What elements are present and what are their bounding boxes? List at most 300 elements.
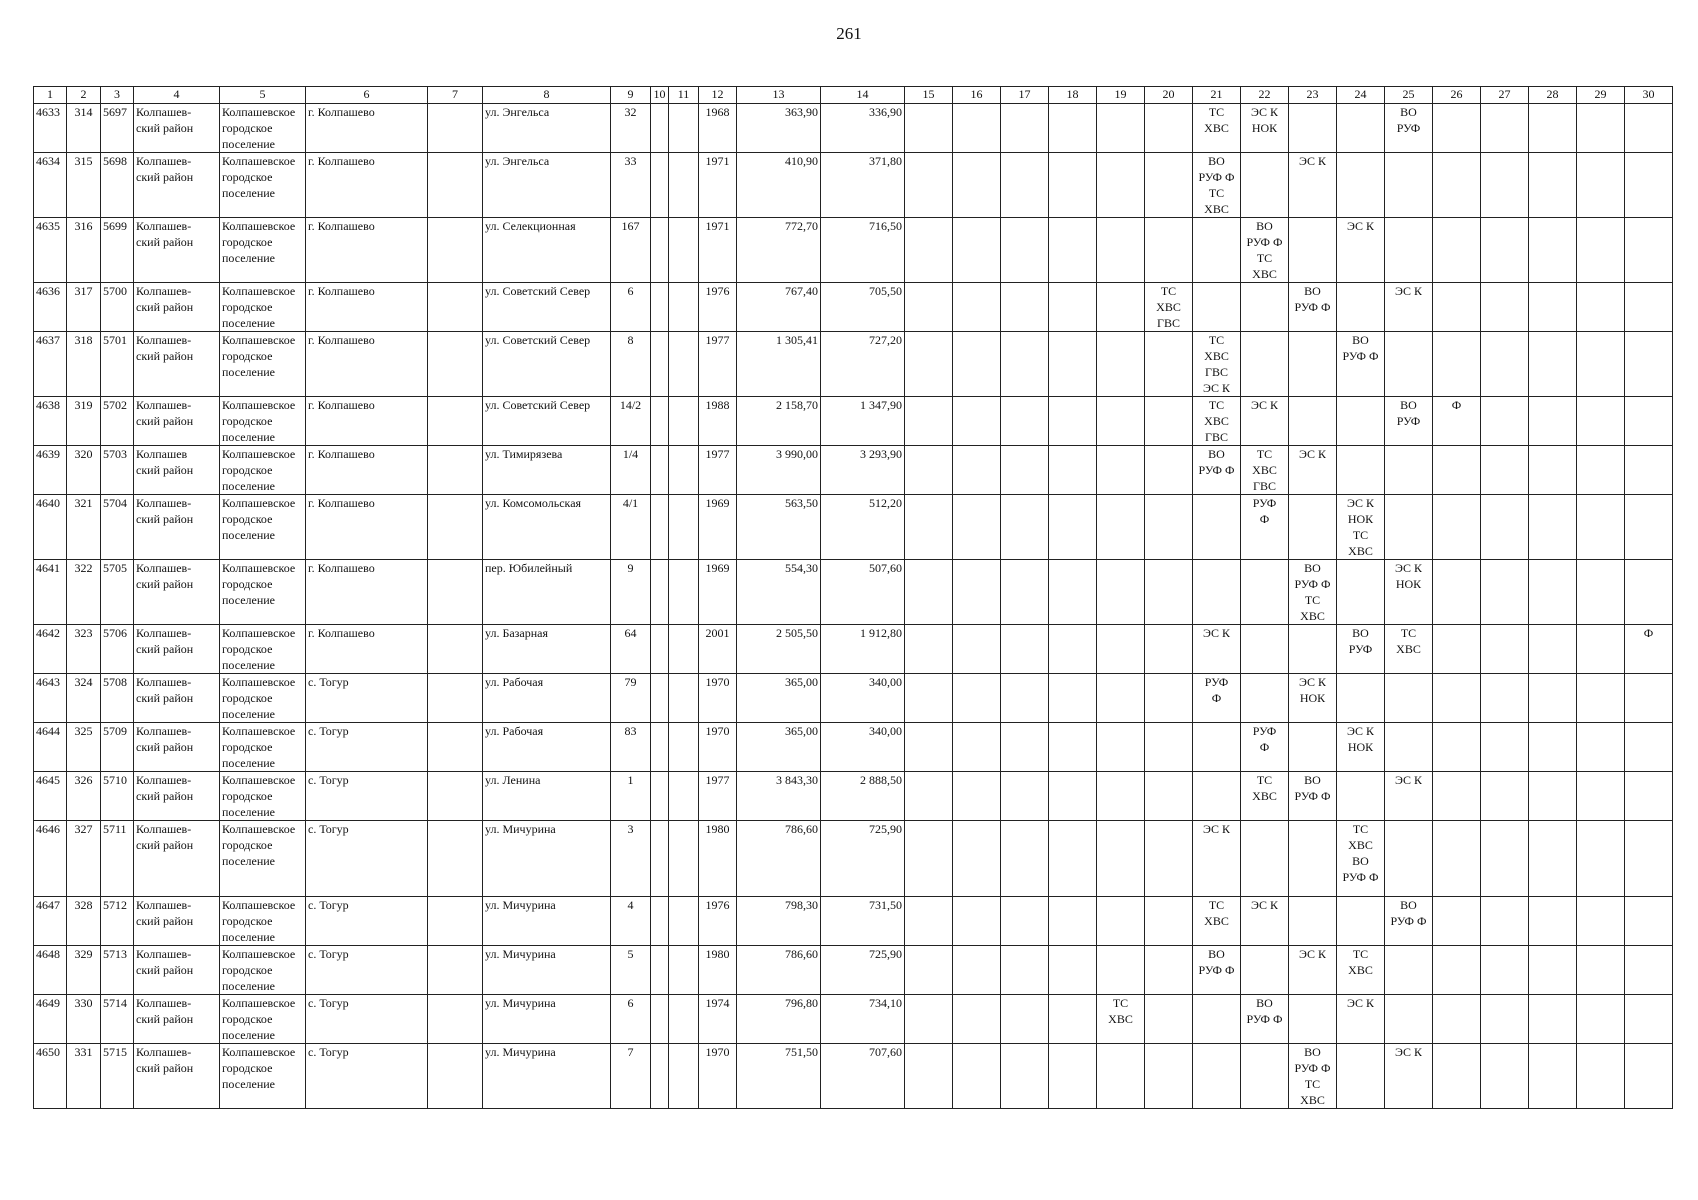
cell-record-number: 4645 bbox=[34, 772, 67, 821]
cell-works-col-17 bbox=[1001, 1044, 1049, 1109]
cell-col-7 bbox=[428, 723, 483, 772]
cell-works-col-30-line: Ф bbox=[1643, 626, 1654, 640]
cell-works-col-24 bbox=[1337, 946, 1385, 995]
cell-works-col-19 bbox=[1097, 946, 1145, 995]
cell-code: 5704 bbox=[101, 495, 134, 560]
cell-settlement bbox=[220, 625, 306, 674]
cell-works-col-27 bbox=[1481, 104, 1529, 153]
cell-settlement-line: Колпашевское bbox=[222, 626, 296, 640]
cell-record-number: 4634 bbox=[34, 153, 67, 218]
cell-local-number: 320 bbox=[67, 446, 101, 495]
cell-settlement-line: поселение bbox=[222, 707, 276, 721]
cell-year: 1976 bbox=[699, 897, 737, 946]
cell-works-col-21 bbox=[1193, 153, 1241, 218]
cell-area-living: 2 888,50 bbox=[821, 772, 905, 821]
cell-works-col-23 bbox=[1289, 723, 1337, 772]
cell-works-col-19 bbox=[1097, 821, 1145, 897]
cell-district bbox=[134, 283, 220, 332]
cell-col-7 bbox=[428, 218, 483, 283]
cell-settlement-line: Колпашевское bbox=[222, 447, 296, 461]
cell-code: 5700 bbox=[101, 283, 134, 332]
cell-works-col-25 bbox=[1385, 723, 1433, 772]
cell-street: ул. Базарная bbox=[483, 625, 611, 674]
cell-district bbox=[134, 674, 220, 723]
cell-settlement-line: поселение bbox=[222, 979, 276, 993]
cell-locality: г. Колпашево bbox=[306, 446, 428, 495]
cell-year: 1969 bbox=[699, 560, 737, 625]
cell-district-line: ский район bbox=[136, 740, 194, 754]
cell-works-col-17 bbox=[1001, 397, 1049, 446]
cell-works-col-27 bbox=[1481, 397, 1529, 446]
cell-works-col-16 bbox=[953, 995, 1001, 1044]
cell-house: 4/1 bbox=[611, 495, 651, 560]
cell-record-number: 4641 bbox=[34, 560, 67, 625]
cell-works-col-17 bbox=[1001, 723, 1049, 772]
cell-works-col-23-line: ТС bbox=[1304, 1077, 1321, 1091]
column-header-7: 7 bbox=[428, 87, 483, 104]
cell-works-col-19 bbox=[1097, 104, 1145, 153]
cell-area-total: 3 843,30 bbox=[737, 772, 821, 821]
cell-works-col-25-line: ЭС К bbox=[1395, 284, 1422, 298]
cell-works-col-24-line: РУФ Ф bbox=[1342, 349, 1379, 363]
cell-code: 5714 bbox=[101, 995, 134, 1044]
cell-works-col-25 bbox=[1385, 153, 1433, 218]
cell-year: 1980 bbox=[699, 946, 737, 995]
cell-works-col-18 bbox=[1049, 625, 1097, 674]
cell-col-7 bbox=[428, 397, 483, 446]
column-header-9: 9 bbox=[611, 87, 651, 104]
cell-works-col-22 bbox=[1241, 495, 1289, 560]
cell-works-col-18 bbox=[1049, 897, 1097, 946]
cell-works-col-18 bbox=[1049, 560, 1097, 625]
cell-area-living: 731,50 bbox=[821, 897, 905, 946]
cell-code: 5711 bbox=[101, 821, 134, 897]
cell-district-line: ский район bbox=[136, 577, 194, 591]
cell-works-col-27 bbox=[1481, 723, 1529, 772]
column-header-2: 2 bbox=[67, 87, 101, 104]
cell-works-col-25 bbox=[1385, 821, 1433, 897]
cell-year: 1971 bbox=[699, 153, 737, 218]
cell-works-col-19 bbox=[1097, 397, 1145, 446]
cell-area-living: 507,60 bbox=[821, 560, 905, 625]
cell-works-col-27 bbox=[1481, 153, 1529, 218]
cell-works-col-27 bbox=[1481, 560, 1529, 625]
cell-col-10 bbox=[651, 821, 669, 897]
cell-record-number: 4644 bbox=[34, 723, 67, 772]
column-header-27: 27 bbox=[1481, 87, 1529, 104]
cell-settlement-line: Колпашевское bbox=[222, 898, 296, 912]
cell-works-col-20 bbox=[1145, 723, 1193, 772]
cell-works-col-29 bbox=[1577, 946, 1625, 995]
cell-works-col-25 bbox=[1385, 104, 1433, 153]
cell-works-col-22-line: ТС bbox=[1256, 251, 1273, 265]
cell-works-col-30 bbox=[1625, 283, 1673, 332]
cell-works-col-23-line: ЭС К bbox=[1299, 675, 1326, 689]
cell-works-col-23 bbox=[1289, 1044, 1337, 1109]
cell-settlement bbox=[220, 1044, 306, 1109]
cell-settlement-line: поселение bbox=[222, 593, 276, 607]
cell-works-col-21 bbox=[1193, 1044, 1241, 1109]
cell-works-col-28 bbox=[1529, 821, 1577, 897]
cell-district bbox=[134, 995, 220, 1044]
cell-year: 1974 bbox=[699, 995, 737, 1044]
cell-col-7 bbox=[428, 995, 483, 1044]
cell-works-col-22 bbox=[1241, 821, 1289, 897]
cell-house: 3 bbox=[611, 821, 651, 897]
cell-works-col-23-line: ВО bbox=[1304, 773, 1321, 787]
cell-works-col-21-line: Ф bbox=[1211, 691, 1222, 705]
cell-area-total: 786,60 bbox=[737, 946, 821, 995]
cell-settlement-line: городское bbox=[222, 121, 273, 135]
cell-works-col-18 bbox=[1049, 153, 1097, 218]
cell-street: ул. Ленина bbox=[483, 772, 611, 821]
cell-district-line: ский район bbox=[136, 512, 194, 526]
cell-works-col-29 bbox=[1577, 104, 1625, 153]
cell-works-col-26 bbox=[1433, 495, 1481, 560]
cell-works-col-17 bbox=[1001, 218, 1049, 283]
cell-works-col-20 bbox=[1145, 995, 1193, 1044]
cell-works-col-25-line: ВО bbox=[1400, 105, 1417, 119]
column-header-23: 23 bbox=[1289, 87, 1337, 104]
table-row bbox=[34, 723, 1673, 772]
column-header-30: 30 bbox=[1625, 87, 1673, 104]
cell-works-col-19 bbox=[1097, 332, 1145, 397]
cell-code: 5706 bbox=[101, 625, 134, 674]
cell-district-line: ский район bbox=[136, 463, 194, 477]
column-header-8: 8 bbox=[483, 87, 611, 104]
cell-settlement-line: Колпашевское bbox=[222, 1045, 296, 1059]
cell-col-10 bbox=[651, 495, 669, 560]
cell-col-7 bbox=[428, 332, 483, 397]
column-header-18: 18 bbox=[1049, 87, 1097, 104]
cell-works-col-25-line: РУФ Ф bbox=[1390, 914, 1427, 928]
cell-works-col-24 bbox=[1337, 560, 1385, 625]
cell-col-11 bbox=[669, 723, 699, 772]
cell-works-col-26 bbox=[1433, 772, 1481, 821]
cell-col-10 bbox=[651, 397, 669, 446]
cell-works-col-16 bbox=[953, 897, 1001, 946]
cell-street: пер. Юбилейный bbox=[483, 560, 611, 625]
column-header-11: 11 bbox=[669, 87, 699, 104]
cell-settlement-line: городское bbox=[222, 740, 273, 754]
cell-code: 5710 bbox=[101, 772, 134, 821]
cell-district bbox=[134, 1044, 220, 1109]
cell-works-col-24 bbox=[1337, 283, 1385, 332]
cell-works-col-16 bbox=[953, 104, 1001, 153]
cell-area-living: 340,00 bbox=[821, 723, 905, 772]
cell-settlement bbox=[220, 995, 306, 1044]
cell-local-number: 319 bbox=[67, 397, 101, 446]
cell-works-col-30 bbox=[1625, 946, 1673, 995]
cell-works-col-28 bbox=[1529, 104, 1577, 153]
cell-works-col-25 bbox=[1385, 995, 1433, 1044]
cell-col-7 bbox=[428, 283, 483, 332]
cell-works-col-16 bbox=[953, 1044, 1001, 1109]
cell-works-col-25 bbox=[1385, 397, 1433, 446]
cell-col-11 bbox=[669, 674, 699, 723]
cell-works-col-18 bbox=[1049, 397, 1097, 446]
cell-settlement-line: поселение bbox=[222, 1028, 276, 1042]
cell-col-11 bbox=[669, 897, 699, 946]
cell-works-col-24-line: ХВС bbox=[1348, 963, 1373, 977]
cell-locality: с. Тогур bbox=[306, 995, 428, 1044]
cell-district bbox=[134, 495, 220, 560]
cell-works-col-22-line: РУФ bbox=[1252, 496, 1277, 510]
cell-house: 1 bbox=[611, 772, 651, 821]
cell-local-number: 326 bbox=[67, 772, 101, 821]
cell-district-line: ский район bbox=[136, 789, 194, 803]
cell-works-col-23-line: РУФ Ф bbox=[1294, 577, 1331, 591]
cell-area-total: 2 505,50 bbox=[737, 625, 821, 674]
column-header-10: 10 bbox=[651, 87, 669, 104]
table-row bbox=[34, 897, 1673, 946]
cell-area-living: 1 912,80 bbox=[821, 625, 905, 674]
cell-works-col-23 bbox=[1289, 821, 1337, 897]
cell-col-10 bbox=[651, 283, 669, 332]
cell-district-line: Колпашев bbox=[136, 447, 188, 461]
cell-works-col-15 bbox=[905, 995, 953, 1044]
cell-works-col-26-line: Ф bbox=[1451, 398, 1462, 412]
cell-locality: г. Колпашево bbox=[306, 104, 428, 153]
cell-area-total: 365,00 bbox=[737, 674, 821, 723]
cell-works-col-25 bbox=[1385, 625, 1433, 674]
cell-works-col-27 bbox=[1481, 625, 1529, 674]
cell-local-number: 318 bbox=[67, 332, 101, 397]
cell-works-col-22-line: ВО bbox=[1256, 219, 1273, 233]
cell-works-col-21-line: ВО bbox=[1208, 947, 1225, 961]
cell-district-line: Колпашев- bbox=[136, 154, 192, 168]
cell-works-col-19 bbox=[1097, 995, 1145, 1044]
cell-locality: г. Колпашево bbox=[306, 495, 428, 560]
cell-house: 32 bbox=[611, 104, 651, 153]
cell-works-col-19 bbox=[1097, 153, 1145, 218]
cell-works-col-19 bbox=[1097, 283, 1145, 332]
cell-works-col-24-line: ВО bbox=[1352, 626, 1369, 640]
cell-settlement-line: городское bbox=[222, 235, 273, 249]
cell-works-col-15 bbox=[905, 397, 953, 446]
cell-col-10 bbox=[651, 1044, 669, 1109]
cell-works-col-24 bbox=[1337, 1044, 1385, 1109]
cell-works-col-19 bbox=[1097, 1044, 1145, 1109]
table-body bbox=[34, 104, 1673, 1109]
cell-works-col-26 bbox=[1433, 104, 1481, 153]
cell-works-col-22 bbox=[1241, 625, 1289, 674]
cell-works-col-24-line: ЭС К bbox=[1347, 996, 1374, 1010]
cell-street: ул. Селекционная bbox=[483, 218, 611, 283]
cell-settlement bbox=[220, 218, 306, 283]
cell-col-7 bbox=[428, 772, 483, 821]
cell-works-col-29 bbox=[1577, 625, 1625, 674]
cell-works-col-29 bbox=[1577, 446, 1625, 495]
cell-works-col-30 bbox=[1625, 218, 1673, 283]
cell-works-col-23 bbox=[1289, 332, 1337, 397]
cell-locality: г. Колпашево bbox=[306, 560, 428, 625]
cell-works-col-22 bbox=[1241, 283, 1289, 332]
cell-street: ул. Советский Север bbox=[483, 397, 611, 446]
cell-works-col-29 bbox=[1577, 723, 1625, 772]
cell-locality: с. Тогур bbox=[306, 674, 428, 723]
cell-works-col-25 bbox=[1385, 946, 1433, 995]
cell-works-col-30 bbox=[1625, 821, 1673, 897]
cell-district bbox=[134, 218, 220, 283]
cell-settlement-line: поселение bbox=[222, 137, 276, 151]
cell-area-living: 512,20 bbox=[821, 495, 905, 560]
cell-works-col-21 bbox=[1193, 625, 1241, 674]
cell-code: 5703 bbox=[101, 446, 134, 495]
cell-area-total: 786,60 bbox=[737, 821, 821, 897]
table-row bbox=[34, 495, 1673, 560]
cell-district-line: Колпашев- bbox=[136, 561, 192, 575]
table-row bbox=[34, 772, 1673, 821]
cell-area-living: 725,90 bbox=[821, 946, 905, 995]
cell-works-col-30 bbox=[1625, 897, 1673, 946]
cell-code: 5713 bbox=[101, 946, 134, 995]
cell-works-col-28 bbox=[1529, 560, 1577, 625]
cell-col-7 bbox=[428, 446, 483, 495]
cell-works-col-18 bbox=[1049, 946, 1097, 995]
column-header-20: 20 bbox=[1145, 87, 1193, 104]
cell-district-line: Колпашев- bbox=[136, 398, 192, 412]
cell-works-col-30 bbox=[1625, 772, 1673, 821]
cell-locality: с. Тогур bbox=[306, 1044, 428, 1109]
cell-works-col-22-line: РУФ Ф bbox=[1246, 235, 1283, 249]
cell-works-col-21 bbox=[1193, 674, 1241, 723]
cell-settlement-line: поселение bbox=[222, 430, 276, 444]
page-number: 261 bbox=[836, 24, 862, 43]
cell-works-col-23 bbox=[1289, 104, 1337, 153]
cell-col-10 bbox=[651, 560, 669, 625]
cell-works-col-23 bbox=[1289, 897, 1337, 946]
cell-works-col-17 bbox=[1001, 674, 1049, 723]
cell-works-col-20 bbox=[1145, 397, 1193, 446]
cell-district-line: ский район bbox=[136, 300, 194, 314]
cell-settlement-line: Колпашевское bbox=[222, 724, 296, 738]
cell-works-col-22 bbox=[1241, 1044, 1289, 1109]
cell-works-col-21-line: РУФ Ф bbox=[1198, 463, 1235, 477]
cell-works-col-19 bbox=[1097, 772, 1145, 821]
cell-locality: г. Колпашево bbox=[306, 283, 428, 332]
cell-street: ул. Энгельса bbox=[483, 104, 611, 153]
cell-works-col-15 bbox=[905, 1044, 953, 1109]
cell-works-col-24 bbox=[1337, 821, 1385, 897]
cell-works-col-19-line: ТС bbox=[1112, 996, 1129, 1010]
cell-works-col-29 bbox=[1577, 495, 1625, 560]
cell-works-col-18 bbox=[1049, 674, 1097, 723]
cell-works-col-16 bbox=[953, 397, 1001, 446]
housing-registry-table bbox=[33, 86, 1673, 1109]
cell-area-total: 767,40 bbox=[737, 283, 821, 332]
cell-works-col-24-line: ВО bbox=[1352, 854, 1369, 868]
cell-works-col-28 bbox=[1529, 153, 1577, 218]
cell-col-7 bbox=[428, 821, 483, 897]
cell-street: ул. Мичурина bbox=[483, 1044, 611, 1109]
cell-area-total: 365,00 bbox=[737, 723, 821, 772]
cell-locality: с. Тогур bbox=[306, 821, 428, 897]
cell-settlement-line: городское bbox=[222, 642, 273, 656]
cell-area-total: 363,90 bbox=[737, 104, 821, 153]
cell-works-col-28 bbox=[1529, 397, 1577, 446]
cell-works-col-30 bbox=[1625, 397, 1673, 446]
cell-works-col-21-line: РУФ Ф bbox=[1198, 170, 1235, 184]
cell-works-col-22-line: ТС bbox=[1256, 447, 1273, 461]
cell-settlement-line: городское bbox=[222, 577, 273, 591]
cell-district-line: Колпашев- bbox=[136, 773, 192, 787]
cell-works-col-27 bbox=[1481, 946, 1529, 995]
column-header-14: 14 bbox=[821, 87, 905, 104]
cell-works-col-23-line: ТС bbox=[1304, 593, 1321, 607]
cell-settlement-line: городское bbox=[222, 414, 273, 428]
cell-works-col-25-line: ХВС bbox=[1396, 642, 1421, 656]
cell-district-line: Колпашев- bbox=[136, 105, 192, 119]
cell-area-living: 1 347,90 bbox=[821, 397, 905, 446]
cell-works-col-27 bbox=[1481, 495, 1529, 560]
cell-works-col-22-line: ВО bbox=[1256, 996, 1273, 1010]
cell-code: 5712 bbox=[101, 897, 134, 946]
cell-settlement-line: Колпашевское bbox=[222, 333, 296, 347]
cell-area-living: 725,90 bbox=[821, 821, 905, 897]
cell-works-col-21-line: ЭС К bbox=[1203, 626, 1230, 640]
cell-works-col-21-line: ВО bbox=[1208, 447, 1225, 461]
cell-works-col-25 bbox=[1385, 897, 1433, 946]
cell-year: 1977 bbox=[699, 772, 737, 821]
cell-record-number: 4637 bbox=[34, 332, 67, 397]
cell-settlement bbox=[220, 446, 306, 495]
cell-settlement-line: городское bbox=[222, 914, 273, 928]
cell-works-col-22 bbox=[1241, 153, 1289, 218]
cell-settlement-line: поселение bbox=[222, 756, 276, 770]
cell-year: 1970 bbox=[699, 1044, 737, 1109]
cell-settlement-line: поселение bbox=[222, 930, 276, 944]
cell-works-col-15 bbox=[905, 674, 953, 723]
cell-works-col-24-line: ЭС К bbox=[1347, 219, 1374, 233]
column-header-28: 28 bbox=[1529, 87, 1577, 104]
cell-area-living: 340,00 bbox=[821, 674, 905, 723]
cell-settlement-line: поселение bbox=[222, 479, 276, 493]
cell-works-col-29 bbox=[1577, 560, 1625, 625]
cell-works-col-28 bbox=[1529, 625, 1577, 674]
cell-works-col-20 bbox=[1145, 104, 1193, 153]
column-number-header bbox=[34, 87, 1673, 104]
cell-locality: г. Колпашево bbox=[306, 332, 428, 397]
cell-works-col-24 bbox=[1337, 446, 1385, 495]
cell-works-col-24 bbox=[1337, 674, 1385, 723]
cell-works-col-20-line: ХВС bbox=[1156, 300, 1181, 314]
cell-works-col-22-line: Ф bbox=[1259, 512, 1270, 526]
cell-works-col-27 bbox=[1481, 897, 1529, 946]
cell-col-7 bbox=[428, 495, 483, 560]
table-row bbox=[34, 625, 1673, 674]
cell-record-number: 4649 bbox=[34, 995, 67, 1044]
cell-works-col-21 bbox=[1193, 723, 1241, 772]
cell-street: ул. Советский Север bbox=[483, 332, 611, 397]
cell-works-col-25 bbox=[1385, 560, 1433, 625]
cell-col-7 bbox=[428, 153, 483, 218]
cell-works-col-21-line: ВО bbox=[1208, 154, 1225, 168]
cell-works-col-16 bbox=[953, 560, 1001, 625]
cell-works-col-28 bbox=[1529, 897, 1577, 946]
cell-settlement-line: городское bbox=[222, 838, 273, 852]
cell-works-col-27 bbox=[1481, 283, 1529, 332]
cell-works-col-22 bbox=[1241, 104, 1289, 153]
cell-works-col-25 bbox=[1385, 674, 1433, 723]
cell-works-col-25 bbox=[1385, 446, 1433, 495]
cell-col-11 bbox=[669, 218, 699, 283]
cell-local-number: 322 bbox=[67, 560, 101, 625]
cell-area-total: 554,30 bbox=[737, 560, 821, 625]
cell-works-col-22 bbox=[1241, 332, 1289, 397]
cell-works-col-17 bbox=[1001, 332, 1049, 397]
cell-works-col-18 bbox=[1049, 446, 1097, 495]
